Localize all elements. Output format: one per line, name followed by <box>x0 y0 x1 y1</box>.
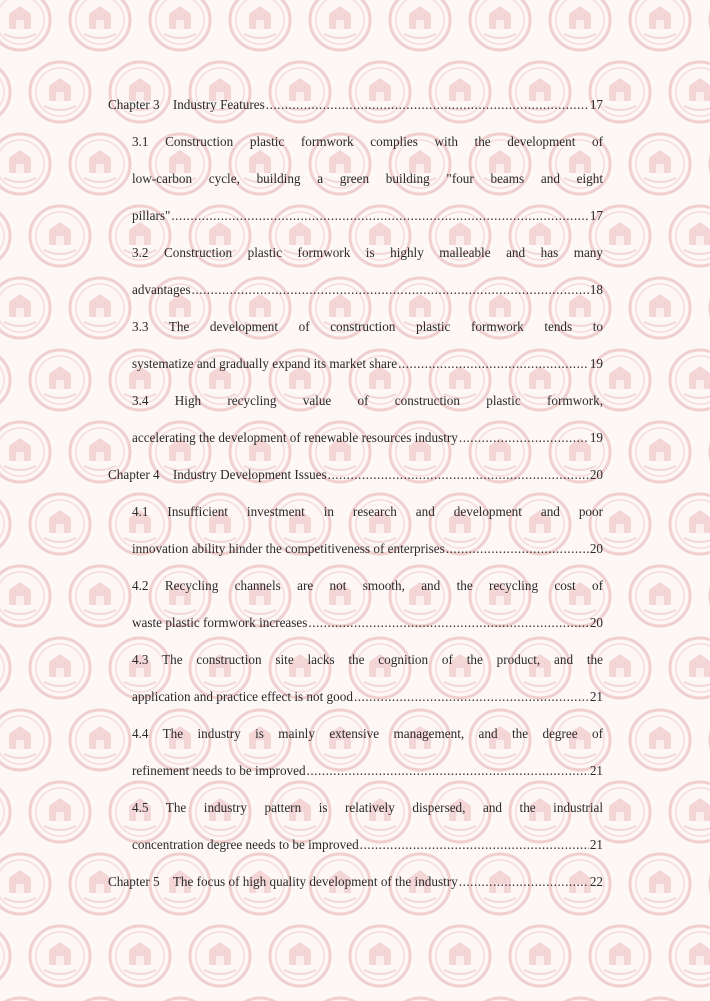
toc-entry-chapter-5[interactable] <box>108 873 603 891</box>
toc-entry-3-3-line-1[interactable]: 3.3 The development of construction plastic formwork tends to <box>132 319 603 334</box>
toc-entry-4-4-line-1[interactable]: 4.4 The industry is mainly extensive management, and the degree of <box>132 726 603 741</box>
toc-entry-3-1-line-2[interactable]: low-carbon cycle, building a green building "four beams and eight <box>132 171 603 186</box>
toc-entry-4-5-line-1[interactable]: 4.5 The industry pattern is relatively dispersed, and the industrial <box>132 800 603 815</box>
toc-page-number: 20 <box>589 467 603 482</box>
toc-label: waste plastic formwork increases <box>132 615 308 630</box>
toc-entry-3-2-line-2[interactable] <box>132 281 603 299</box>
toc-entry-4-1-line-1[interactable]: 4.1 Insufficient investment in research and development and poor <box>132 504 603 519</box>
toc-page-number: 20 <box>589 541 603 556</box>
leader-dots <box>307 762 589 780</box>
toc-label: Chapter 5 The focus of high quality development of the industry <box>108 874 458 889</box>
toc-page-number: 17 <box>589 208 603 223</box>
toc-entry-4-4-line-2[interactable] <box>132 762 603 780</box>
toc-label: pillars" <box>132 208 171 223</box>
toc-label: application and practice effect is not good <box>132 689 353 704</box>
toc-page-number: 20 <box>589 615 603 630</box>
toc-page-number: 19 <box>589 430 603 445</box>
leader-dots <box>171 207 588 225</box>
toc-entry-3-3-line-2[interactable] <box>132 355 603 373</box>
toc-entry-chapter-4[interactable] <box>108 466 603 484</box>
leader-dots <box>328 466 589 484</box>
toc-entry-3-4-line-1[interactable]: 3.4 High recycling value of construction plastic formwork, <box>132 393 603 408</box>
toc-label: accelerating the development of renewable resources industry <box>132 430 458 445</box>
toc-page-number: 19 <box>589 356 603 371</box>
toc-label: advantages <box>132 282 191 297</box>
toc-entry-4-2-line-2[interactable] <box>132 614 603 632</box>
toc-page-number: 21 <box>589 689 603 704</box>
leader-dots <box>308 614 588 632</box>
toc-entry-3-1-line-1[interactable]: 3.1 Construction plastic formwork complies with the development of <box>132 134 603 149</box>
toc-entry-4-3-line-1[interactable]: 4.3 The construction site lacks the cognition of the product, and the <box>132 652 603 667</box>
toc-label: Chapter 4 Industry Development Issues <box>108 467 327 482</box>
toc-page-number: 21 <box>589 763 603 778</box>
leader-dots <box>459 429 589 447</box>
toc-entry-4-1-line-2[interactable] <box>132 540 603 558</box>
toc-page-number: 17 <box>589 97 603 112</box>
toc-entry-4-2-line-1[interactable]: 4.2 Recycling channels are not smooth, and the recycling cost of <box>132 578 603 593</box>
toc-entry-3-1-line-3[interactable] <box>132 207 603 225</box>
toc-entry-3-4-line-2[interactable] <box>132 429 603 447</box>
toc-entry-chapter-3[interactable] <box>108 96 603 114</box>
leader-dots <box>192 281 589 299</box>
leader-dots <box>354 688 589 706</box>
toc-label: refinement needs to be improved <box>132 763 306 778</box>
toc-label: innovation ability hinder the competitiveness of enterprises <box>132 541 445 556</box>
toc-entry-4-5-line-2[interactable] <box>132 836 603 854</box>
leader-dots <box>266 96 589 114</box>
toc-page-number: 18 <box>589 282 603 297</box>
toc-label: concentration degree needs to be improved <box>132 837 359 852</box>
toc-entry-3-2-line-1[interactable]: 3.2 Construction plastic formwork is highly malleable and has many <box>132 245 603 260</box>
toc-label: Chapter 3 Industry Features <box>108 97 265 112</box>
toc-page-number: 22 <box>589 874 603 889</box>
toc-label: systematize and gradually expand its market share <box>132 356 398 371</box>
leader-dots <box>446 540 589 558</box>
toc-entry-4-3-line-2[interactable] <box>132 688 603 706</box>
leader-dots <box>398 355 589 373</box>
leader-dots <box>459 873 589 891</box>
toc-page-number: 21 <box>589 837 603 852</box>
leader-dots <box>360 836 589 854</box>
